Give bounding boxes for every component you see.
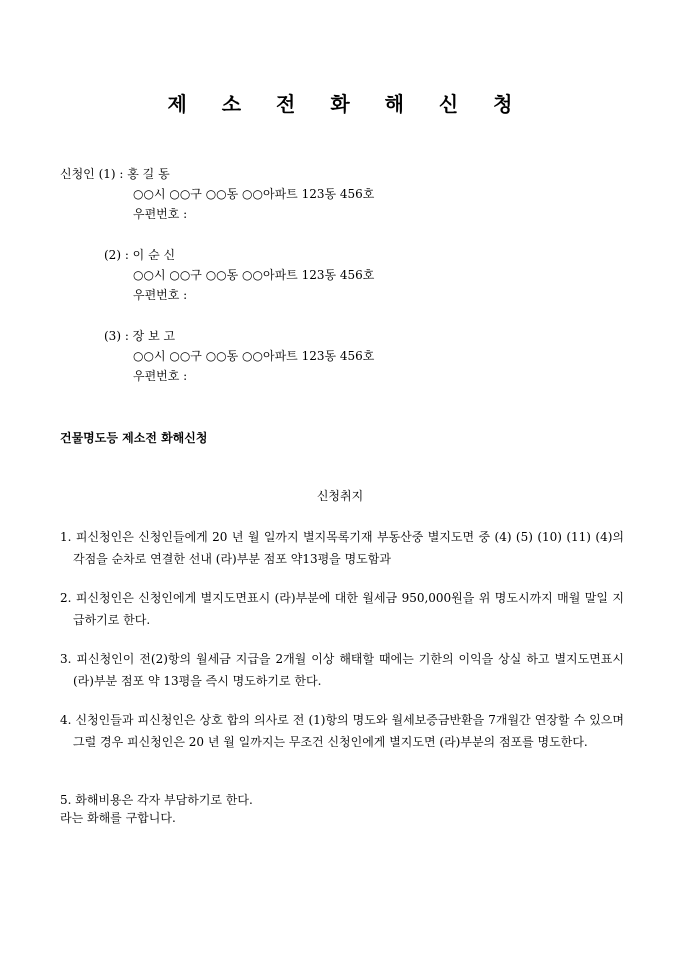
claim-item-2: 2. 피신청인은 신청인에게 별지도면표시 (라)부분에 대한 월세금 950,000원을 위 명도시까지 매월 말일 지급하기로 한다.: [60, 591, 624, 627]
claim-item-1: 1. 피신청인은 신청인들에게 20 년 월 일까지 별지목록기재 부동산중 별지도면 중 (4) (5) (10) (11) (4)의 각점을 순차로 연결한 선내 (라)부분 점포 약13평을 명도함과: [60, 530, 624, 566]
applicant-2-postal: 우편번호 :: [133, 288, 188, 302]
applicant-1-address: ○○시 ○○구 ○○동 ○○아파트 123동 456호: [133, 187, 375, 201]
document-title: 제 소 전 화 해 신 청: [167, 92, 527, 116]
applicant-1-postal: 우편번호 :: [133, 207, 188, 221]
applicant-3-postal: 우편번호 :: [133, 369, 188, 383]
applicant-1-label: 신청인 (1) : 홍 길 동: [60, 167, 170, 181]
document-subject: 건물명도등 제소전 화해신청: [60, 431, 208, 445]
claim-item-5: 5. 화해비용은 각자 부담하기로 한다.: [60, 793, 253, 807]
claim-item-4: 4. 신청인들과 피신청인은 상호 합의 의사로 전 (1)항의 명도와 월세보증금반환을 7개월간 연장할 수 있으며 그럴 경우 피신청인은 20 년 월 일까지는 무조건 신청인에게 별지도면 (라)부분의 점포를 명도한다.: [60, 713, 624, 749]
claim-item-3: 3. 피신청인이 전(2)항의 월세금 지급을 2개월 이상 해태할 때에는 기한의 이익을 상실 하고 별지도면표시 (라)부분 점포 약 13평을 즉시 명도하기로 한다.: [60, 652, 624, 688]
closing-sentence: 라는 화해를 구합니다.: [60, 811, 176, 825]
applicant-3-label: (3) : 장 보 고: [104, 329, 176, 343]
section-heading: 신청취지: [316, 489, 364, 503]
applicant-2-address: ○○시 ○○구 ○○동 ○○아파트 123동 456호: [133, 268, 375, 282]
applicant-3-address: ○○시 ○○구 ○○동 ○○아파트 123동 456호: [133, 349, 375, 363]
applicant-2-label: (2) : 이 순 신: [104, 248, 176, 262]
